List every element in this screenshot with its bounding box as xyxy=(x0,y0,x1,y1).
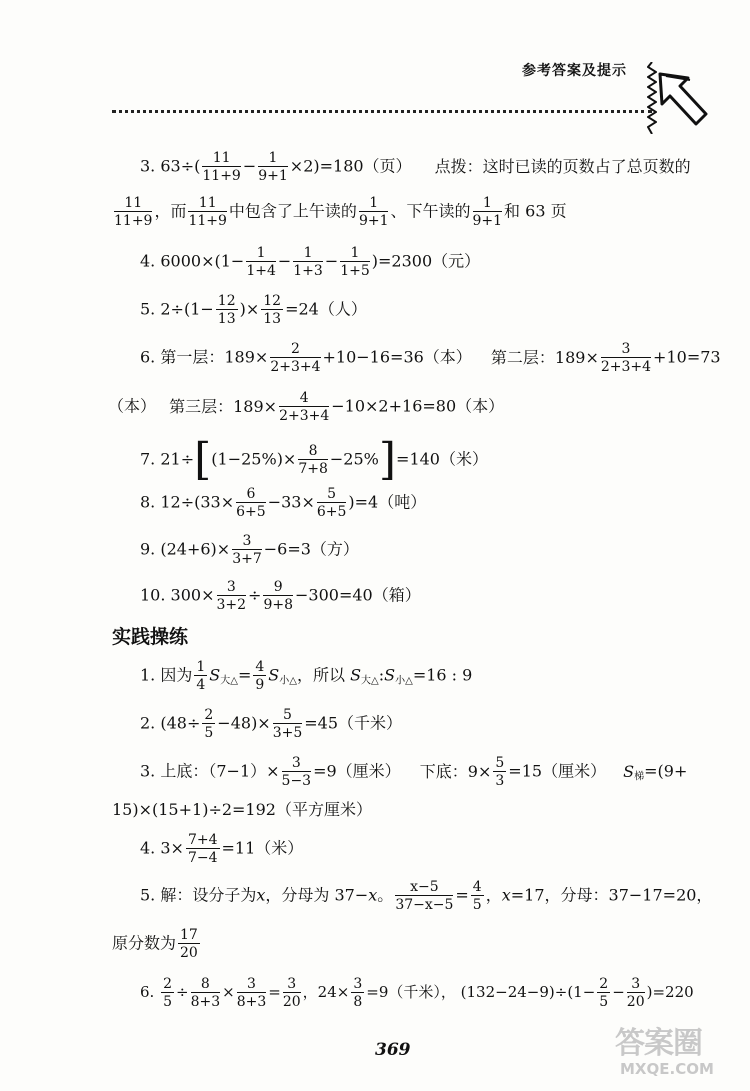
back-arrow-icon xyxy=(658,72,708,128)
watermark-logo: 答案圈 xyxy=(615,1026,702,1061)
watermark-site: MXQE.COM xyxy=(620,1060,714,1078)
answer-line-6-cont: （本） 第三层：189× $\frac{4}{2+3+4}$ −10×2+16=80（本） xyxy=(108,390,505,424)
answer-line-10: 10. 300× $\frac{3}{3+2}$ ÷ $\frac{9}{9+8}$ −300=40（箱） xyxy=(140,579,421,613)
answer-line-5: 5. 2÷(1− $\frac{12}{13}$ )× $\frac{12}{13}$ =24（人） xyxy=(140,293,367,327)
answer-line-8: 8. 12÷(33× $\frac{6}{6+5}$ −33× $\frac{5}{6+5}$ )=4（吨） xyxy=(140,486,427,520)
practice-line-3: 3. 上底：（7−1）× $\frac{3}{5-3}$ =9（厘米） 下底：9× $\frac{5}{3}$ =15（厘米） $S_梯=(9+$ xyxy=(140,755,688,789)
practice-line-1: 1. 因为 $\frac{1}{4}$ $S_{大\triangle}=$ $\frac{4}{9}$ $S_{小\triangle}$，所以 $S_{大\triangle}:S_{小\triangle}=16$ : 9 xyxy=(140,659,473,693)
section-title: 实践操练 xyxy=(112,626,189,648)
header-title: 参考答案及提示 xyxy=(522,63,627,79)
answer-line-3-cont: $\frac{11}{11+9}$ ，而 $\frac{11}{11+9}$ 中包含了上午读的 $\frac{1}{9+1}$ 、下午读的 $\frac{1}{9+1}$ 和 63 页 xyxy=(114,195,567,229)
practice-line-5-cont: 原分数为 $\frac{17}{20}$ xyxy=(112,927,198,961)
header-divider xyxy=(112,110,652,113)
practice-line-5: 5. 解：设分子为x，分母为 37−x。 $\frac{x-5}{37-x-5}$ = $\frac{4}{5}$ ，x=17，分母：37−17=20， xyxy=(140,879,713,913)
answer-line-3: 3. 63÷( $\frac{11}{11+9}$ − $\frac{1}{9+1}$ ×2)=180（页） 点拨：这时已读的页数占了总页数的 xyxy=(140,150,691,184)
answer-line-9: 9. (24+6)× $\frac{3}{3+7}$ −6=3（方） xyxy=(140,533,359,567)
practice-line-2: 2. (48÷ $\frac{2}{5}$ −48)× $\frac{5}{3+5}$ =45（千米） xyxy=(140,707,403,741)
practice-line-6: 6. $\frac{2}{5}$ ÷ $\frac{8}{8+3}$ × $\frac{3}{8+3}$ = $\frac{3}{20}$ ，24× $\frac{3}{8}$ =9（千米）， (132−24−9)÷(1− $\frac{2}{5}$ − $\frac{3}{20}$ )=220 xyxy=(140,976,694,1010)
practice-line-3-cont: 15)×(15+1)÷2=192（平方厘米） xyxy=(112,800,372,819)
zigzag-divider xyxy=(647,62,657,134)
page-number: 369 xyxy=(375,1040,411,1060)
answer-line-7: 7. 21÷[(1−25%)× $\frac{8}{7+8}$ −25%]=140（米） xyxy=(140,434,488,485)
answer-line-6: 6. 第一层：189× $\frac{2}{2+3+4}$ +10−16=36（本） 第二层：189× $\frac{3}{2+3+4}$ +10=73 xyxy=(140,341,721,375)
practice-line-4: 4. 3× $\frac{7+4}{7-4}$ =11（米） xyxy=(140,832,304,866)
answer-line-4: 4. 6000×(1− $\frac{1}{1+4}$ − $\frac{1}{1+3}$ − $\frac{1}{1+5}$ )=2300（元） xyxy=(140,245,481,279)
